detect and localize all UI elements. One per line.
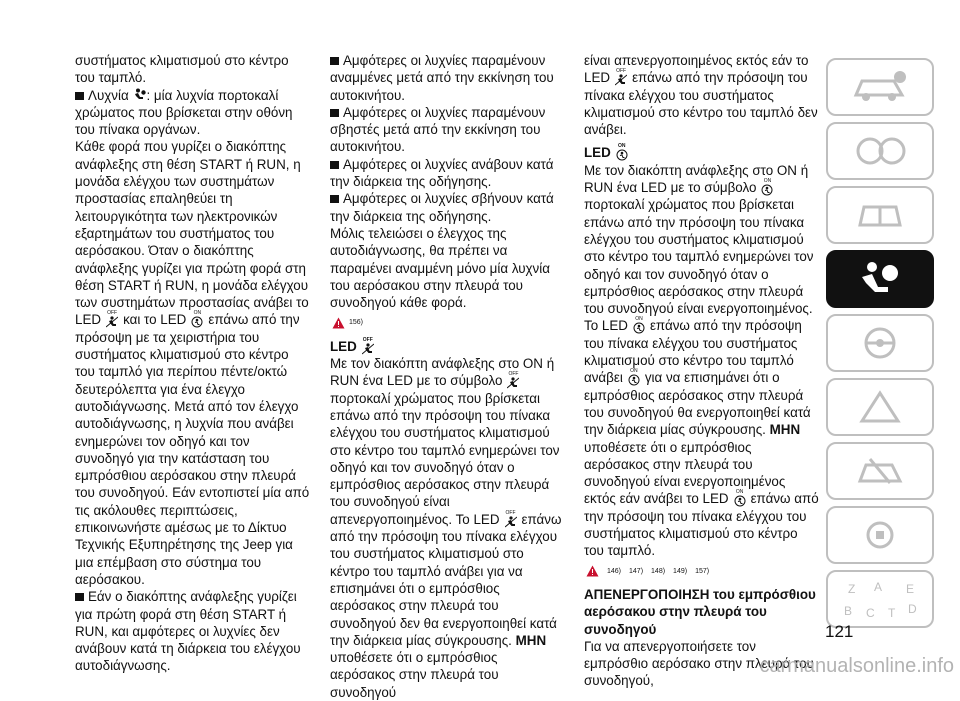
paragraph: Για να απενεργοποιήσετε τον εμπρόσθιο αερόσακο στην πλευρά του συνοδηγού, xyxy=(584,638,814,689)
index-letter: Z xyxy=(848,582,856,596)
tab-index[interactable] xyxy=(826,570,934,628)
bullet-square-icon xyxy=(330,109,339,117)
car-door-icon xyxy=(850,197,910,233)
bullet-item: Αμφότερες οι λυχνίες παραμένουν αναμμένες μετά από την εκκίνηση του αυτοκινήτου. xyxy=(330,53,554,103)
alphabet-index-icon xyxy=(840,577,920,621)
warning-reference: 156) xyxy=(332,314,562,331)
paragraph: Μόλις τελειώσει ο έλεγχος της αυτοδιάγνωσης, θα πρέπει να παραμένει αναμμένη μόνο μία λυχνία του αερόσακου στην πλευρά του συνοδηγού κάθε φορά. xyxy=(330,225,550,311)
bullet-square-icon xyxy=(75,92,84,100)
chapter-sidebar xyxy=(826,58,934,635)
tab-dashboard[interactable] xyxy=(826,122,934,180)
paragraph: είναι απενεργοποιημένος εκτός εάν το LED OFF επάνω από την πρόσοψη του πίνακα ελέγχου του συστήματος κλιματισμού στο κέντρο του ταμπλό δεν ανάβει. xyxy=(584,53,818,138)
tab-steering[interactable] xyxy=(826,314,934,372)
led-on-icon: ON xyxy=(632,318,646,334)
paragraph: Με τον διακόπτη ανάφλεξης στο ON ή RUN ένα LED με το σύμβολο OFF πορτοκαλί χρώματος που βρίσκεται επάνω από την πρόσοψη του πίνακα ελέγχου του συστήματος κλιματισμού στο κέντρο του ταμπλό ενημερώνει τον οδηγό και τον συνοδηγό όταν ο εμπρόσθιος αερόσακος στην πλευρά του συνοδηγού είναι απενεργοποιημένος. Το LED OFF επάνω από την πρόσοψη του πίνακα ελέγχου του συστήματος κλιματισμού στο κέντρο του ταμπλό ανάβει για να επισημάνει ότι ο εμπρόσθιος αερόσακος στην πλευρά του συνοδηγού δεν θα ενεργοποιηθεί κατά την διάρκεια μίας σύγκρουσης. ΜΗΝ υποθέσετε ότι ο εμπρόσθιος αερόσακος στην πλευρά του συνοδηγού xyxy=(330,356,562,700)
led-on-icon: ON xyxy=(760,180,774,196)
paragraph: Εάν ο διακόπτης ανάφλεξης γυρίζει για πρώτη φορά στη θέση START ή RUN, και αμφότερες οι λυχνίες δεν ανάβουν κατά τη διάρκεια του ελέγχου αυτοδιάγνωσης. xyxy=(75,589,301,674)
bullet-square-icon xyxy=(330,57,339,65)
tab-car-overview[interactable] xyxy=(826,58,934,116)
index-letter: E xyxy=(906,582,915,596)
led-heading: LED OFF xyxy=(330,336,373,354)
led-off-icon: OFF xyxy=(506,373,520,389)
led-off-icon: OFF xyxy=(105,312,119,328)
text-column-3 xyxy=(584,52,820,690)
led-off-icon: OFF xyxy=(361,339,375,355)
led-on-icon: ON xyxy=(615,145,629,161)
car-info-icon xyxy=(850,69,910,105)
bullet-square-icon xyxy=(75,593,84,601)
paragraph: Κάθε φορά που γυρίζει ο διακόπτης ανάφλεξης στη θέση START ή RUN, η μονάδα ελέγχου των συστημάτων προστασίας επαληθεύει τη λειτουργικότητα των ηλεκτρονικών εξαρτημάτων του συστήματος του αερόσακου. Όταν ο διακόπτης ανάφλεξης γυρίζει για πρώτη φορά στη θέση START ή RUN, η μονάδα ελέγχου των συστημάτων προστασίας ανάβει το LED OFF και το LED ON επάνω από την πρόσοψη με τα χειριστήρια του συστήματος κλιματισμού στο κέντρο του ταμπλό για περίπου πέντε/οκτώ δευτερόλεπτα για ένα έλεγχο αυτοδιάγνωσης. Μετά από τον έλεγχο αυτοδιάγνωσης, η λυχνία που ανάβει ενημερώνει τον οδηγό και τον συνοδηγό για την κατάσταση του εμπρόσθιου αερόσακου στην πλευρά του συνοδηγού. Εάν εντοπιστεί μία από τις ακόλουθες περιπτώσεις, επικοινωνήστε αμέσως με το Δίκτυο Τεχνικής Εξυπηρέτησης της Jeep για μια επέμβαση στο σύστημα του αερόσακου. xyxy=(75,139,310,587)
warning-triangle-icon xyxy=(586,565,599,577)
tab-technical-data[interactable] xyxy=(826,506,934,564)
index-letter: T xyxy=(888,606,896,620)
led-on-icon: ON xyxy=(627,370,641,386)
warning-triangle-icon xyxy=(332,317,345,329)
paragraph: Λυχνία : μία λυχνία πορτοκαλί χρώματος που βρίσκεται στην οθόνη του πίνακα οργάνων. xyxy=(75,87,293,138)
warning-triangle-icon xyxy=(850,389,910,425)
bullet-item: Αμφότερες οι λυχνίες ανάβουν κατά την διάρκεια της οδήγησης. xyxy=(330,156,554,190)
tab-maintenance[interactable] xyxy=(826,442,934,500)
tab-emergency[interactable] xyxy=(826,378,934,436)
airbag-seat-icon xyxy=(132,88,146,102)
index-letter: D xyxy=(908,602,917,616)
index-letter: A xyxy=(874,580,883,594)
text-column-2 xyxy=(330,52,562,701)
section-title: ΑΠΕΝΕΡΓΟΠΟΙΗΣΗ του εμπρόσθιου αερόσακου στην πλευρά του συνοδηγού xyxy=(584,586,816,637)
paragraph: συστήματος κλιματισμού στο κέντρο του ταμπλό. xyxy=(75,53,289,86)
paragraph: Με τον διακόπτη ανάφλεξης στο ON ή RUN ένα LED με το σύμβολο ON πορτοκαλί χρώματος που βρίσκεται επάνω από την πρόσοψη του πίνακα ελέγχου του συστήματος κλιματισμού στο κέντρο του ταμπλό ενημερώνει τον οδηγό και τον συνοδηγό όταν ο εμπρόσθιος αερόσακος στην πλευρά του συνοδηγού είναι ενεργοποιημένος. Το LED ON επάνω από την πρόσοψη του πίνακα ελέγχου του συστήματος κλιματισμού στο κέντρο του ταμπλό ανάβει ON για να επισημάνει ότι ο εμπρόσθιος αερόσακος στην πλευρά του συνοδηγού θα ενεργοποιηθεί κατά την διάρκεια μίας σύγκρουσης. ΜΗΝ υποθέσετε ότι ο εμπρόσθιος αερόσακος στην πλευρά του συνοδηγού είναι ενεργοποιημένος εκτός εάν ανάβει το LED ON επάνω από την πρόσοψη του πίνακα ελέγχου του συστήματος κλιματισμού στο κέντρο του ταμπλό. xyxy=(584,162,819,559)
index-letter: B xyxy=(844,604,853,618)
tab-safety[interactable] xyxy=(826,250,934,308)
warning-references: 146) 147) 148) 149) 157) xyxy=(586,563,820,580)
led-off-icon: OFF xyxy=(614,70,628,86)
watermark: carmanualsonline.info xyxy=(759,655,954,677)
dashboard-icon xyxy=(850,133,910,169)
led-on-icon: ON xyxy=(190,312,204,328)
safety-airbag-icon xyxy=(850,259,910,299)
bullet-item: Αμφότερες οι λυχνίες σβήνουν κατά την διάρκεια της οδήγησης. xyxy=(330,191,554,224)
tab-doors-lights[interactable] xyxy=(826,186,934,244)
wrench-car-icon xyxy=(850,453,910,489)
led-on-icon: ON xyxy=(733,491,747,507)
led-heading: LED ON xyxy=(584,144,820,161)
index-letter: C xyxy=(866,606,875,620)
bullet-item: Αμφότερες οι λυχνίες παραμένουν σβηστές μετά από την εκκίνηση του αυτοκινήτου. xyxy=(330,104,546,155)
steering-wheel-icon xyxy=(850,325,910,361)
technical-data-icon xyxy=(850,517,910,553)
led-off-icon: OFF xyxy=(504,512,518,528)
text-column-1 xyxy=(75,52,311,675)
bullet-square-icon xyxy=(330,195,339,203)
page-number: 121 xyxy=(825,622,854,641)
bullet-square-icon xyxy=(330,161,339,169)
